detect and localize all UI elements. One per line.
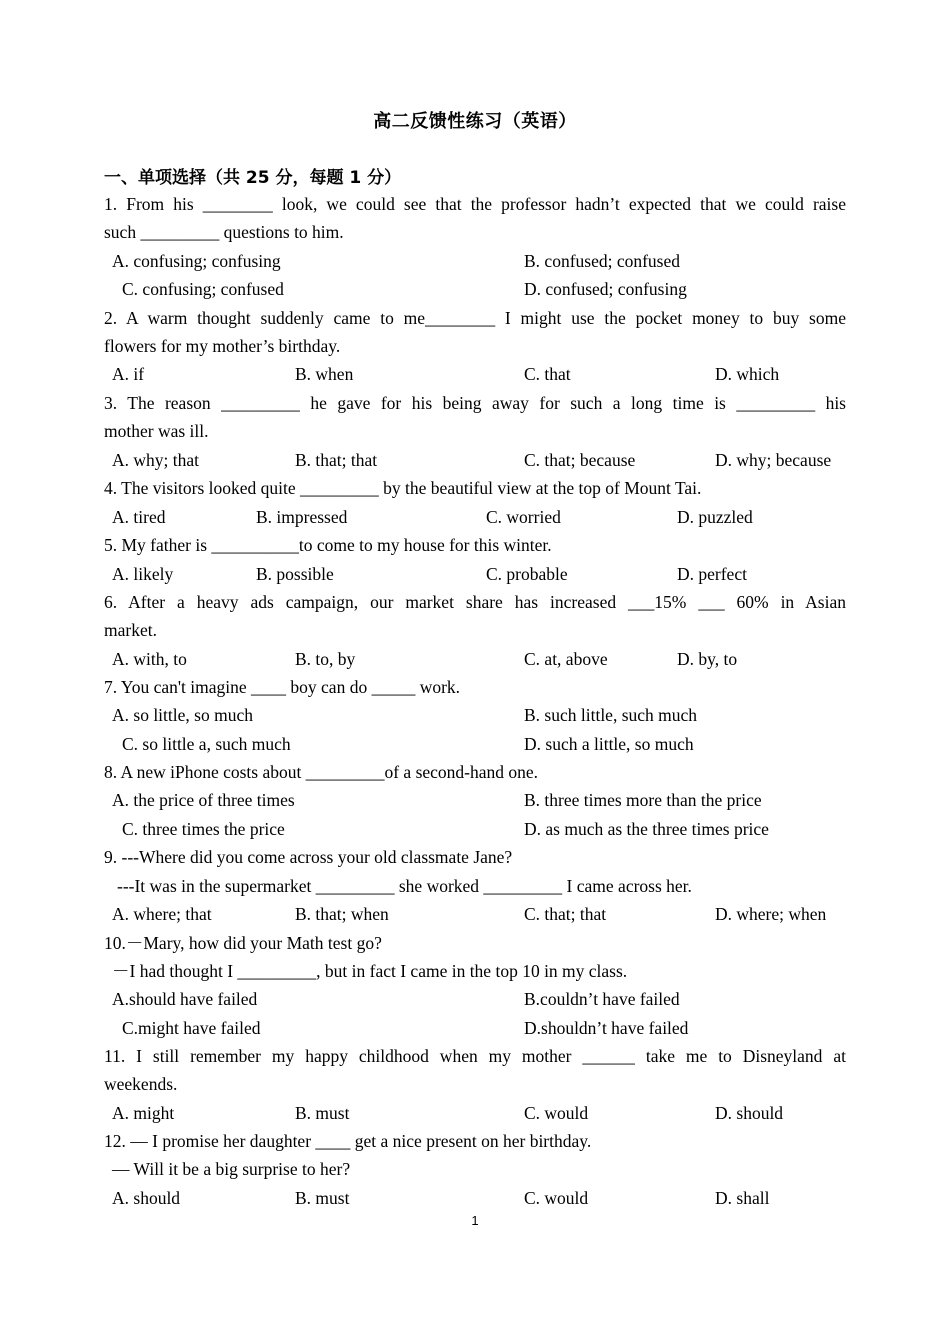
question-2-line-2: flowers for my mother’s birthday.	[104, 336, 341, 356]
question-2-option-b: B. when	[295, 364, 354, 384]
question-7-option-d: D. such a little, so much	[524, 734, 694, 754]
question-5-option-d: D. perfect	[677, 564, 747, 584]
question-9-option-c: C. that; that	[524, 904, 607, 924]
page-title: 高二反馈性练习（英语）	[373, 111, 577, 132]
question-8-line-1: 8. A new iPhone costs about _________of a second-hand one.	[104, 762, 539, 782]
question-4-option-c: C. worried	[486, 507, 561, 527]
question-5-option-b: B. possible	[256, 564, 334, 584]
page-number: 1	[471, 1213, 479, 1228]
question-12-option-d: D. shall	[715, 1188, 770, 1208]
question-6-option-c: C. at, above	[524, 649, 608, 669]
question-9-line-1: 9. ---Where did you come across your old classmate Jane?	[104, 847, 513, 867]
question-9-option-a: A. where; that	[112, 904, 212, 924]
question-1-option-a: A. confusing; confusing	[112, 251, 281, 271]
question-11-option-b: B. must	[295, 1103, 350, 1123]
question-11-option-c: C. would	[524, 1103, 589, 1123]
question-1-line-1: 1. From his ________ look, we could see that the professor hadn’t expected that we could raise	[104, 194, 846, 214]
question-9-option-b: B. that; when	[295, 904, 389, 924]
question-2-option-a: A. if	[112, 364, 145, 384]
section-heading: 一、单项选择（共 25 分，每题 1 分）	[104, 168, 402, 188]
question-10-option-b: B.couldn’t have failed	[524, 989, 680, 1009]
question-11-option-d: D. should	[715, 1103, 784, 1123]
question-12-option-c: C. would	[524, 1188, 589, 1208]
question-1-option-b: B. confused; confused	[524, 251, 681, 271]
question-12-line-1: 12. — I promise her daughter ____ get a nice present on her birthday.	[104, 1131, 592, 1151]
question-5-line-1: 5. My father is __________to come to my house for this winter.	[104, 535, 552, 555]
question-8-option-d: D. as much as the three times price	[524, 819, 769, 839]
question-10-line-2: －I had thought I _________, but in fact I came in the top 10 in my class.	[112, 961, 628, 981]
question-10-option-d: D.shouldn’t have failed	[524, 1018, 689, 1038]
question-4-option-d: D. puzzled	[677, 507, 753, 527]
question-9-line-2: ---It was in the supermarket _________ she worked _________ I came across her.	[117, 876, 692, 896]
question-11-option-a: A. might	[112, 1103, 175, 1123]
question-7-option-a: A. so little, so much	[112, 705, 253, 725]
question-3-option-b: B. that; that	[295, 450, 378, 470]
question-7-option-b: B. such little, such much	[524, 705, 698, 725]
question-4-option-b: B. impressed	[256, 507, 348, 527]
question-7-option-c: C. so little a, such much	[122, 734, 291, 754]
question-3-option-a: A. why; that	[112, 450, 200, 470]
question-3-option-c: C. that; because	[524, 450, 636, 470]
question-6-option-b: B. to, by	[295, 649, 356, 669]
question-2-option-d: D. which	[715, 364, 780, 384]
question-12-option-b: B. must	[295, 1188, 350, 1208]
question-6-line-1: 6. After a heavy ads campaign, our market share has increased ___15% ___ 60% in Asian	[104, 592, 846, 612]
question-1-line-2: such _________ questions to him.	[104, 222, 344, 242]
question-1-option-d: D. confused; confusing	[524, 279, 687, 299]
question-6-option-a: A. with, to	[112, 649, 187, 669]
question-3-option-d: D. why; because	[715, 450, 832, 470]
question-2-option-c: C. that	[524, 364, 571, 384]
question-6-option-d: D. by, to	[677, 649, 738, 669]
question-2-line-1: 2. A warm thought suddenly came to me________ I might use the pocket money to buy some	[104, 308, 846, 328]
question-11-line-1: 11. I still remember my happy childhood when my mother ______ take me to Disneyland at	[104, 1046, 846, 1066]
question-10-option-a: A.should have failed	[112, 989, 258, 1009]
question-9-option-d: D. where; when	[715, 904, 827, 924]
question-8-option-a: A. the price of three times	[112, 790, 295, 810]
question-8-option-b: B. three times more than the price	[524, 790, 762, 810]
question-1-option-c: C. confusing; confused	[122, 279, 284, 299]
question-4-line-1: 4. The visitors looked quite _________ by the beautiful view at the top of Mount Tai.	[104, 478, 702, 498]
question-3-line-1: 3. The reason _________ he gave for his being away for such a long time is _________ his	[104, 393, 846, 413]
question-10-option-c: C.might have failed	[122, 1018, 261, 1038]
question-10-line-1: 10.－Mary, how did your Math test go?	[104, 933, 382, 953]
question-11-line-2: weekends.	[104, 1074, 178, 1094]
question-5-option-a: A. likely	[112, 564, 174, 584]
question-4-option-a: A. tired	[112, 507, 166, 527]
question-12-option-a: A. should	[112, 1188, 181, 1208]
question-6-line-2: market.	[104, 620, 157, 640]
question-3-line-2: mother was ill.	[104, 421, 209, 441]
question-12-line-2: — Will it be a big surprise to her?	[112, 1159, 351, 1179]
question-8-option-c: C. three times the price	[122, 819, 285, 839]
question-5-option-c: C. probable	[486, 564, 568, 584]
question-7-line-1: 7. You can't imagine ____ boy can do _____ work.	[104, 677, 461, 697]
